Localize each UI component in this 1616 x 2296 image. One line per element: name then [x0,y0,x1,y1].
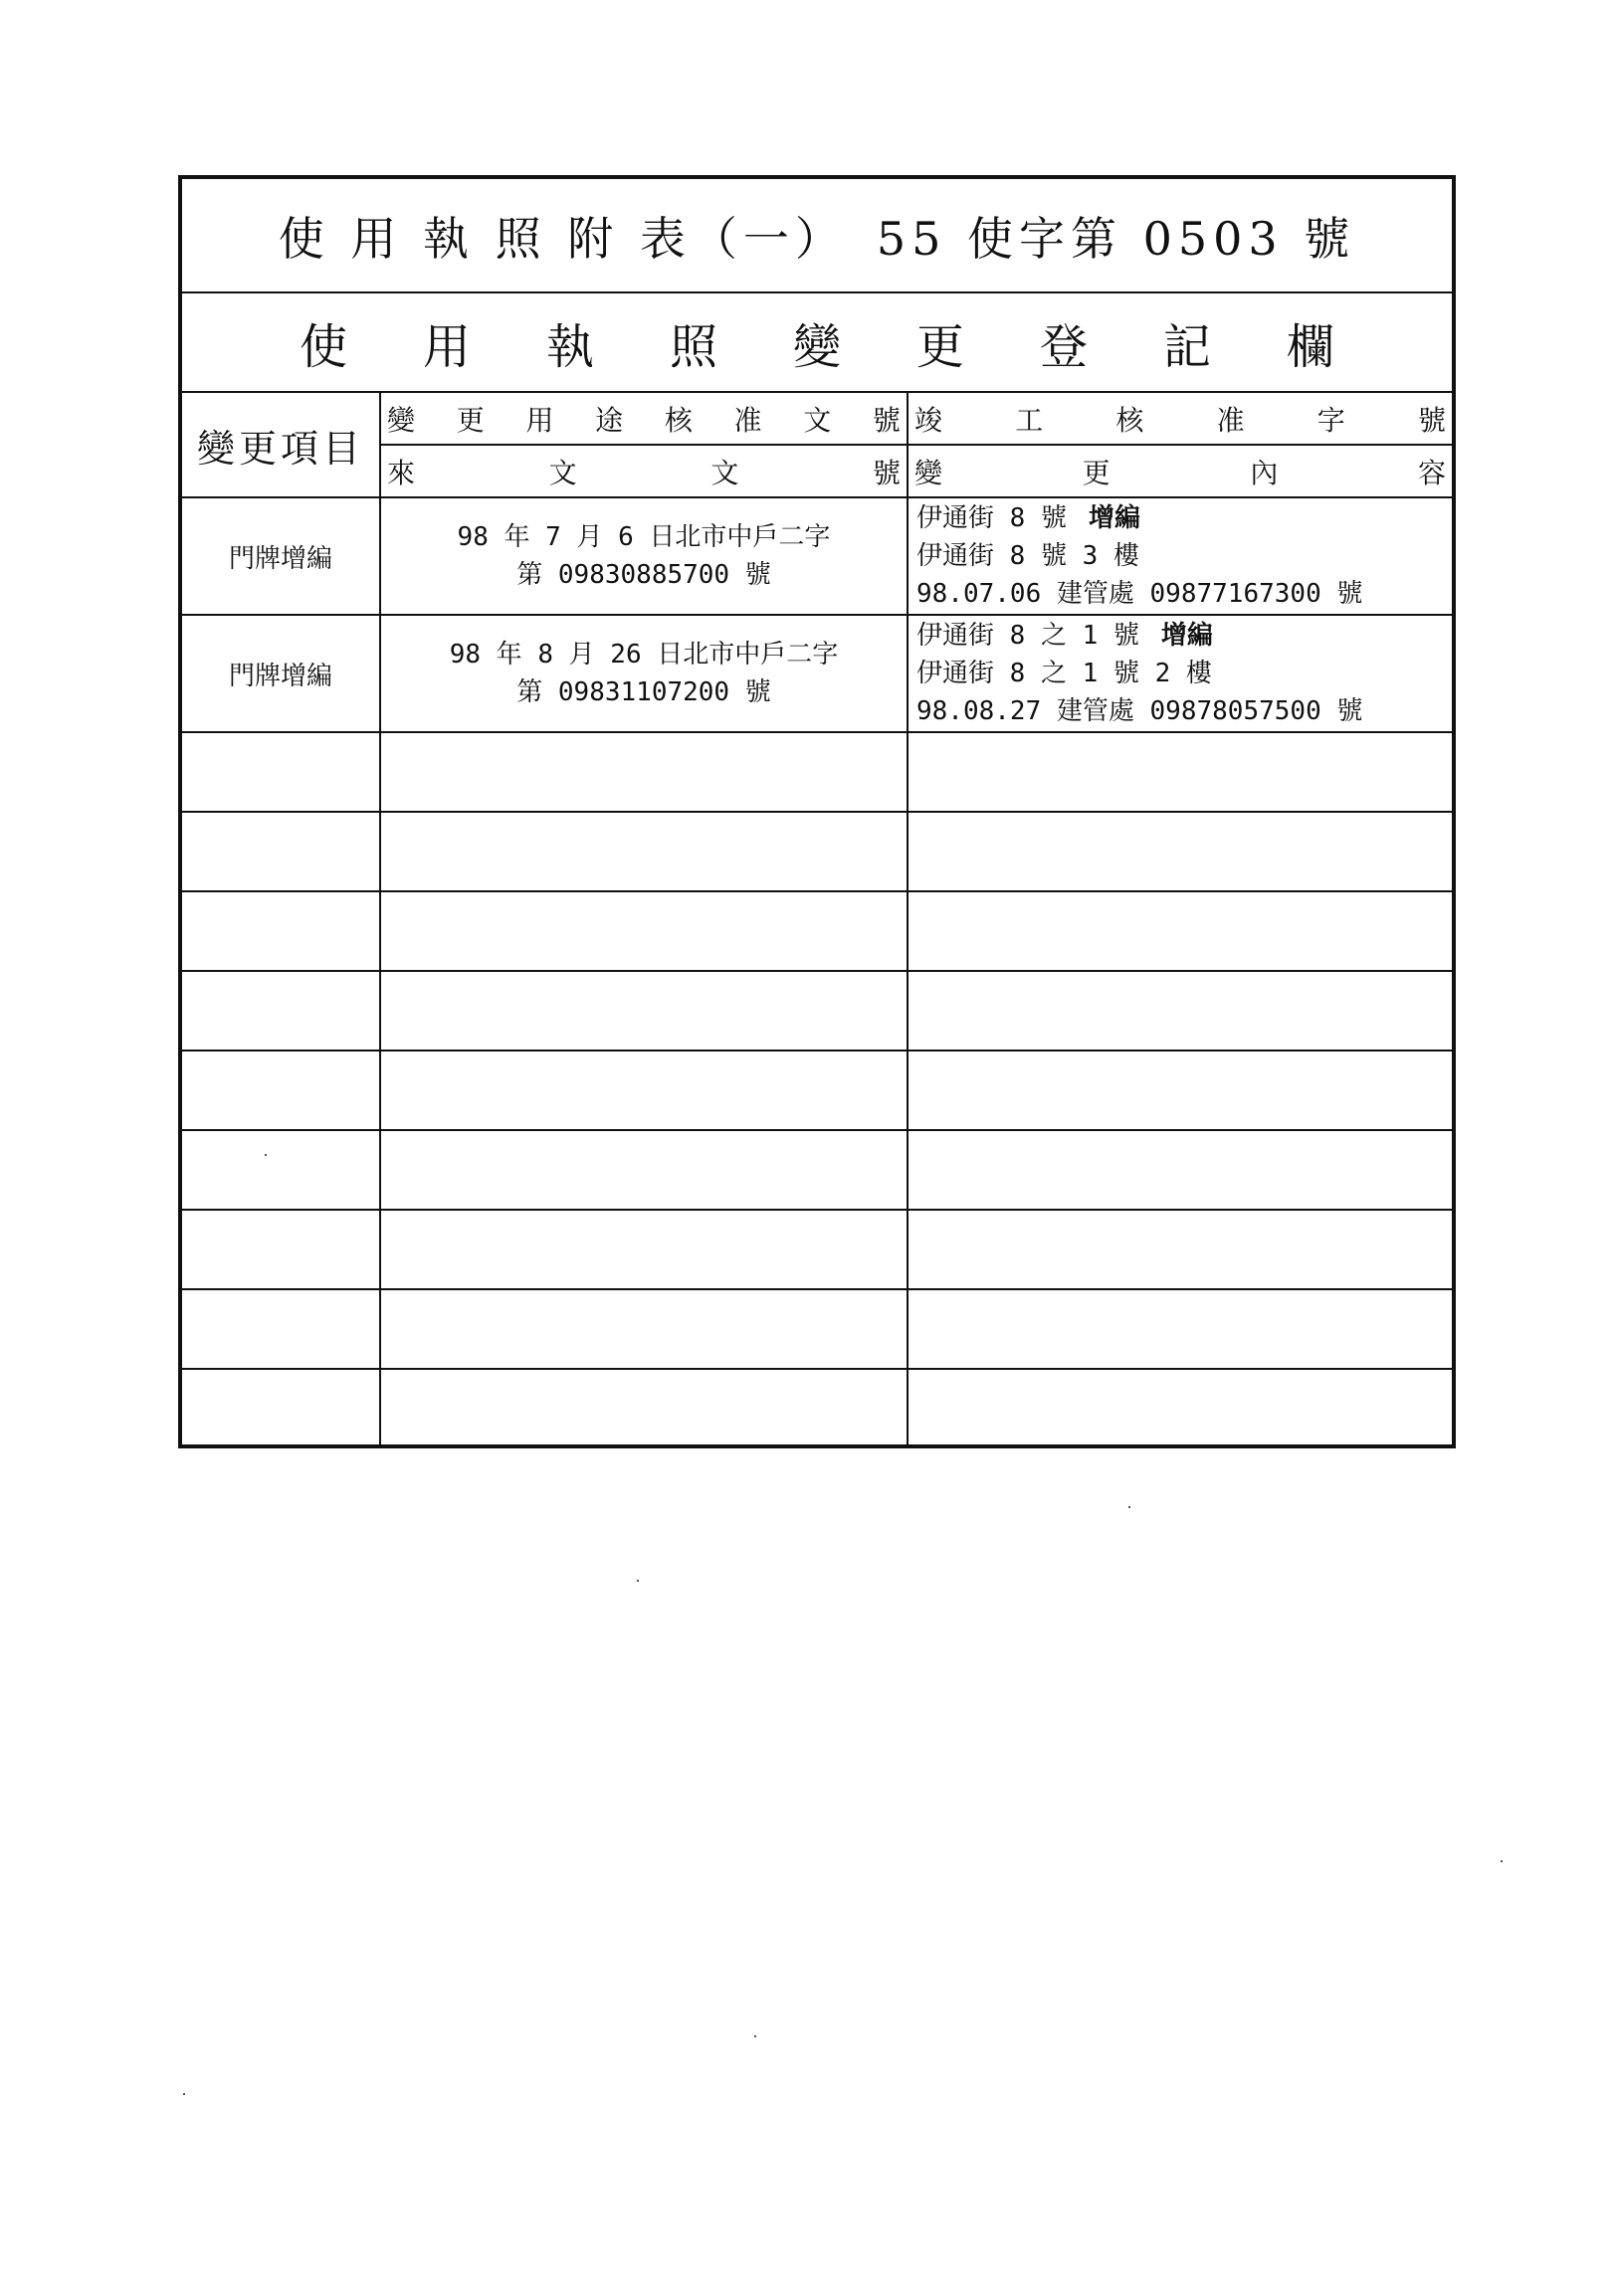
heading-char: 照 [669,318,717,375]
change-tag: 增編 [1088,503,1140,533]
header-char: 准 [733,403,762,437]
header-char: 文 [548,456,577,489]
header-char: 核 [1115,403,1144,437]
heading-char: 用 [422,318,471,375]
doc-line: 第 09830885700 號 [516,560,771,590]
empty-row [182,1211,1452,1290]
header-char: 變 [387,403,416,437]
change-address: 伊通街 8 號 [916,503,1067,533]
change-tag: 增編 [1160,621,1213,651]
header-char: 更 [456,403,485,437]
change-line: 伊通街 8 之 1 號 2 樓 [916,659,1212,688]
scan-speck [1128,1506,1130,1508]
heading-char: 變 [792,318,841,375]
incoming-doc [381,616,907,731]
header-completion-approval-number [909,393,1452,446]
change-line [916,499,1444,537]
heading-char: 執 [545,318,594,375]
form-title [182,179,1452,293]
heading-char: 登 [1039,318,1088,375]
change-content [909,616,1452,731]
header-char: 號 [1417,403,1446,437]
scan-speck [637,1580,639,1582]
scan-speck [754,2035,756,2037]
heading-char: 使 [300,318,348,375]
scan-speck [265,1154,267,1156]
header-approval-doc-number [381,393,907,446]
table-row [182,616,1452,733]
header-char: 容 [1417,456,1446,489]
heading-char: 欄 [1286,318,1334,375]
header-char: 內 [1250,456,1279,489]
empty-row [182,892,1452,972]
doc-line: 第 09831107200 號 [516,677,771,707]
change-address: 伊通街 8 之 1 號 [916,621,1139,651]
empty-row [182,972,1452,1052]
header-incoming-doc-number [381,446,907,498]
incoming-doc [381,498,907,614]
header-char: 工 [1015,403,1044,437]
header-char: 字 [1316,403,1345,437]
header-char: 變 [914,456,943,489]
license-number: 55 使字第 0503 號 [876,211,1356,266]
header-char: 文 [710,456,739,489]
table-row [182,498,1452,616]
header-char: 更 [1082,456,1111,489]
form-title-text: 使 用 執 照 附 表（一） [278,211,847,266]
header-char: 途 [595,403,624,437]
license-change-form [178,175,1456,1448]
empty-row [182,1131,1452,1211]
change-table [182,393,1452,1444]
empty-row [182,1052,1452,1131]
header-char: 號 [872,456,901,489]
change-item: 門牌增編 [228,661,332,691]
header-change-content [909,446,1452,498]
empty-row [182,1370,1452,1448]
doc-line: 98 年 7 月 6 日北市中戶二字 [457,522,831,552]
header-char: 號 [872,403,901,437]
section-heading [182,293,1452,393]
change-line: 98.08.27 建管處 09878057500 號 [916,696,1363,726]
change-line: 伊通街 8 號 3 樓 [916,541,1139,571]
empty-row [182,733,1452,813]
change-content [909,498,1452,614]
header-char: 文 [803,403,832,437]
heading-char: 記 [1162,318,1211,375]
change-item: 門牌增編 [228,543,332,574]
header-char: 用 [525,403,554,437]
heading-char: 更 [915,318,964,375]
scan-speck [183,2093,185,2095]
header-char: 核 [664,403,693,437]
change-line: 98.07.06 建管處 09877167300 號 [916,579,1363,609]
doc-line: 98 年 8 月 26 日北市中戶二字 [449,640,839,670]
header-char: 准 [1216,403,1245,437]
change-line [916,617,1444,655]
header-char: 竣 [914,403,943,437]
scan-speck [1501,1860,1503,1862]
empty-row [182,813,1452,892]
header-char: 來 [387,456,416,489]
empty-row [182,1290,1452,1370]
header-change-item: 變更項目 [182,393,379,498]
